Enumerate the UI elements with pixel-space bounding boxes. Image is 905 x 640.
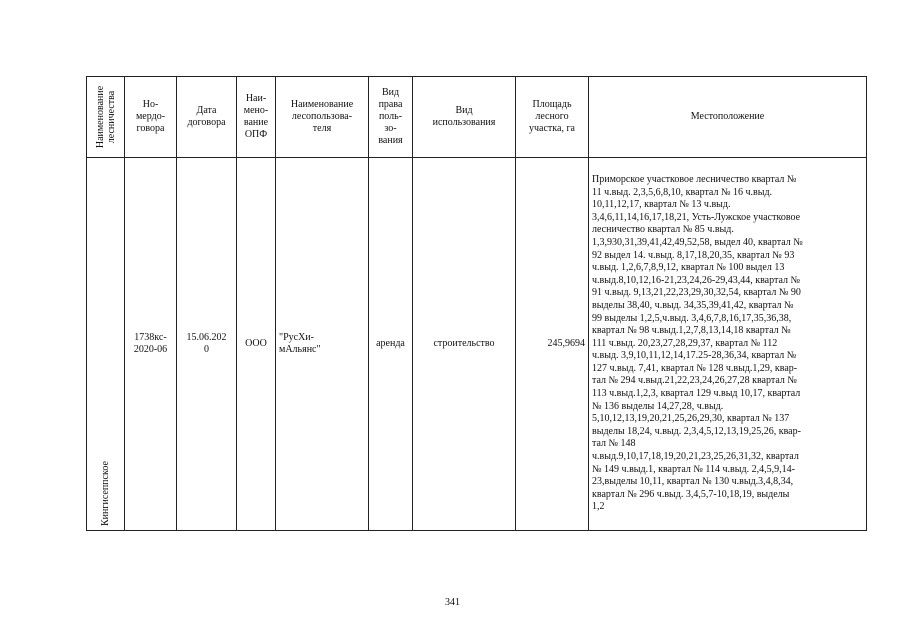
cell-location bbox=[589, 158, 867, 531]
page-number: 341 bbox=[445, 597, 460, 608]
location-line: 11 ч.выд. 2,3,5,6,8,10, квартал № 16 ч.выд. bbox=[592, 186, 773, 198]
cell-area: 245,9694 bbox=[516, 158, 589, 531]
location-line: выделы 18,24, ч.выд. 2,3,4,5,12,13,19,25,26, квар- bbox=[592, 425, 801, 437]
location-line: квартал № 98 ч.выд.1,2,7,8,13,14,18 квартал № bbox=[592, 325, 791, 337]
location-line: ч.выд.9,10,17,18,19,20,21,23,25,26,31,32, квартал bbox=[592, 451, 799, 463]
header-forestry bbox=[87, 77, 125, 158]
header-area: Площадь лесного участка, га bbox=[516, 77, 589, 158]
cell-contract-date: 15.06.202 0 bbox=[177, 158, 237, 531]
cell-use-type: строительство bbox=[413, 158, 516, 531]
location-line: 111 ч.выд. 20,23,27,28,29,37, квартал № 112 bbox=[592, 337, 778, 349]
location-line: 3,4,6,11,14,16,17,18,21, Усть-Лужское участковое bbox=[592, 211, 801, 223]
location-line: квартал № 296 ч.выд. 3,4,5,7-10,18,19, выделы bbox=[592, 488, 790, 500]
table-row bbox=[87, 158, 867, 531]
location-line: 1,2 bbox=[592, 501, 605, 513]
location-text bbox=[592, 174, 863, 514]
header-contract-no: Но- мердо- говора bbox=[125, 77, 177, 158]
location-line: ч.выд.8,10,12,16-21,23,24,26-29,43,44, квартал № bbox=[592, 274, 801, 286]
location-line: 91 ч.выд. 9,13,21,22,23,29,30,32,54, квартал № 90 bbox=[592, 287, 801, 299]
lease-table bbox=[86, 76, 867, 531]
location-line: 1,3,930,31,39,41,42,49,52,58, выдел 40, квартал № bbox=[592, 236, 803, 248]
cell-forestry bbox=[87, 158, 125, 531]
location-line: Приморское участковое лесничество квартал № bbox=[592, 173, 797, 185]
cell-right-type: аренда bbox=[369, 158, 413, 531]
cell-user: "РусХи- мАльянс" bbox=[276, 158, 369, 531]
cell-opf: ООО bbox=[237, 158, 276, 531]
location-line: выделы 38,40, ч.выд. 34,35,39,41,42, квартал № bbox=[592, 299, 794, 311]
location-line: 10,11,12,17, квартал № 13 ч.выд. bbox=[592, 199, 731, 211]
location-line: 92 выдел 14. ч.выд. 8,17,18,20,35, квартал № 93 bbox=[592, 249, 795, 261]
cell-contract-no: 1738кс- 2020-06 bbox=[125, 158, 177, 531]
location-line: ч.выд. 1,2,6,7,8,9,12, квартал № 100 выдел 13 bbox=[592, 262, 785, 274]
header-row bbox=[87, 77, 867, 158]
location-line: тал № 148 bbox=[592, 438, 636, 450]
header-forestry-label: Наименование лесничества bbox=[94, 85, 117, 149]
location-line: 113 ч.выд.1,2,3, квартал 129 ч.выд 10,17, квартал bbox=[592, 388, 801, 400]
location-line: № 149 ч.выд.1, квартал № 114 ч.выд. 2,4,5,9,14- bbox=[592, 463, 795, 475]
location-line: 5,10,12,13,19,20,21,25,26,29,30, квартал № 137 bbox=[592, 413, 790, 425]
header-right-type: Вид права поль- зо- вания bbox=[369, 77, 413, 158]
location-line: 99 выделы 1,2,5,ч.выд. 3,4,6,7,8,16,17,35,36,38, bbox=[592, 312, 792, 324]
header-use-type: Вид использования bbox=[413, 77, 516, 158]
location-line: № 136 выделы 14,27,28, ч.выд. bbox=[592, 400, 724, 412]
location-line: ч.выд. 3,9,10,11,12,14,17.25-28,36,34, квартал № bbox=[592, 350, 797, 362]
header-user: Наименование лесопользова- теля bbox=[276, 77, 369, 158]
header-contract-date: Дата договора bbox=[177, 77, 237, 158]
header-location: Местоположение bbox=[589, 77, 867, 158]
location-line: лесничество квартал № 85 ч.выд. bbox=[592, 224, 734, 236]
forestry-name: Кингисеппское bbox=[99, 461, 111, 526]
location-line: 127 ч.выд. 7,41, квартал № 128 ч.выд.1,29, квар- bbox=[592, 362, 798, 374]
location-line: 23,выделы 10,11, квартал № 130 ч.выд.3,4,8,34, bbox=[592, 476, 794, 488]
location-line: тал № 294 ч.выд.21,22,23,24,26,27,28 квартал № bbox=[592, 375, 797, 387]
header-opf: Наи- мено- вание ОПФ bbox=[237, 77, 276, 158]
